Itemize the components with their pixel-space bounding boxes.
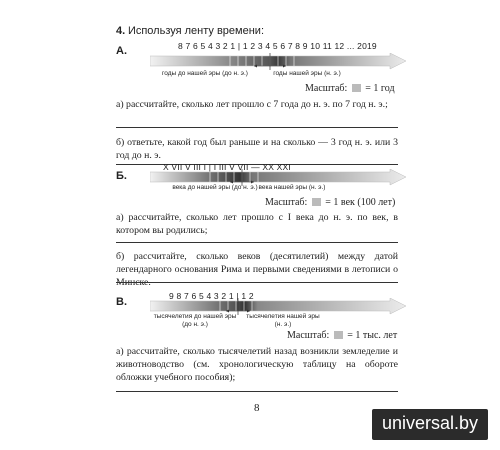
- section-a-question-a: а) рассчитайте, сколько лет прошло с 7 года до н. э. по 7 год н. э.;: [116, 99, 388, 110]
- section-b-letter: Б.: [116, 170, 127, 182]
- caption-line: (до н. э.): [182, 321, 208, 328]
- section-v-scale: [287, 330, 397, 341]
- section-v-letter: В.: [116, 296, 127, 308]
- section-a-letter: А.: [116, 45, 127, 57]
- scale-label: Масштаб:: [305, 83, 348, 94]
- scale-label: Масштаб:: [287, 330, 330, 341]
- caption-line: тысячелетия до нашей эры: [153, 313, 237, 320]
- section-b-caption-left: века до нашей эры (до н. э.): [172, 184, 258, 191]
- caption-line: (н. э.): [274, 321, 292, 328]
- scale-value: = 1 век (100 лет): [325, 197, 396, 208]
- answer-line: [116, 127, 398, 128]
- section-v-numbers: 9 8 7 6 5 4 3 2 1 | 1 2: [169, 291, 254, 301]
- section-a-question-b: б) ответьте, какой год был раньше и на сколько — 3 год н. э. или 3 год до н. э.: [116, 137, 398, 161]
- answer-line: [116, 282, 398, 283]
- section-v-question-a: а) рассчитайте, сколько тысячелетий назад возникли земледелие и животноводство (см. хронологическую таблицу на обороте обложки учебного пособия);: [116, 346, 398, 383]
- section-v-caption-left: [150, 313, 240, 329]
- scale-square-icon: [312, 198, 321, 206]
- scale-label: Масштаб:: [265, 197, 308, 208]
- page-number: 8: [254, 402, 260, 414]
- section-b-question-b: б) рассчитайте, сколько веков (десятилетий) между датой легендарного основания Рима и первыми сведениями в летописи о Минске.: [116, 251, 398, 288]
- section-v-caption-right: [243, 313, 323, 329]
- task-title: Используя ленту времени:: [127, 25, 264, 37]
- task-number: 4.: [116, 25, 126, 37]
- scale-square-icon: [352, 84, 361, 92]
- scale-square-icon: [334, 331, 343, 339]
- section-b-scale: [265, 197, 395, 208]
- scale-value: = 1 тыс. лет: [347, 330, 398, 341]
- watermark: universal.by: [372, 409, 488, 440]
- section-a-numbers: 8 7 6 5 4 3 2 1 | 1 2 3 4 5 6 7 8 9 10 11 12 ... 2019: [178, 41, 377, 51]
- answer-line: [116, 242, 398, 243]
- section-b-numbers: X VII V III I | I III V VII — XX XXI: [163, 162, 291, 172]
- section-b-caption-right: века нашей эры (н. э.): [258, 184, 326, 191]
- section-a-caption-right: годы нашей эры (н. э.): [273, 70, 341, 77]
- scale-value: = 1 год: [365, 83, 395, 94]
- section-b-question-a: а) рассчитайте, сколько лет прошло с I века до н. э. по век, в котором вы родились;: [116, 212, 398, 236]
- caption-line: тысячелетия нашей эры: [246, 313, 320, 320]
- answer-line: [116, 391, 398, 392]
- section-a-scale: [305, 83, 395, 94]
- section-a-caption-left: годы до нашей эры (до н. э.): [162, 70, 248, 77]
- task-header: [116, 25, 264, 37]
